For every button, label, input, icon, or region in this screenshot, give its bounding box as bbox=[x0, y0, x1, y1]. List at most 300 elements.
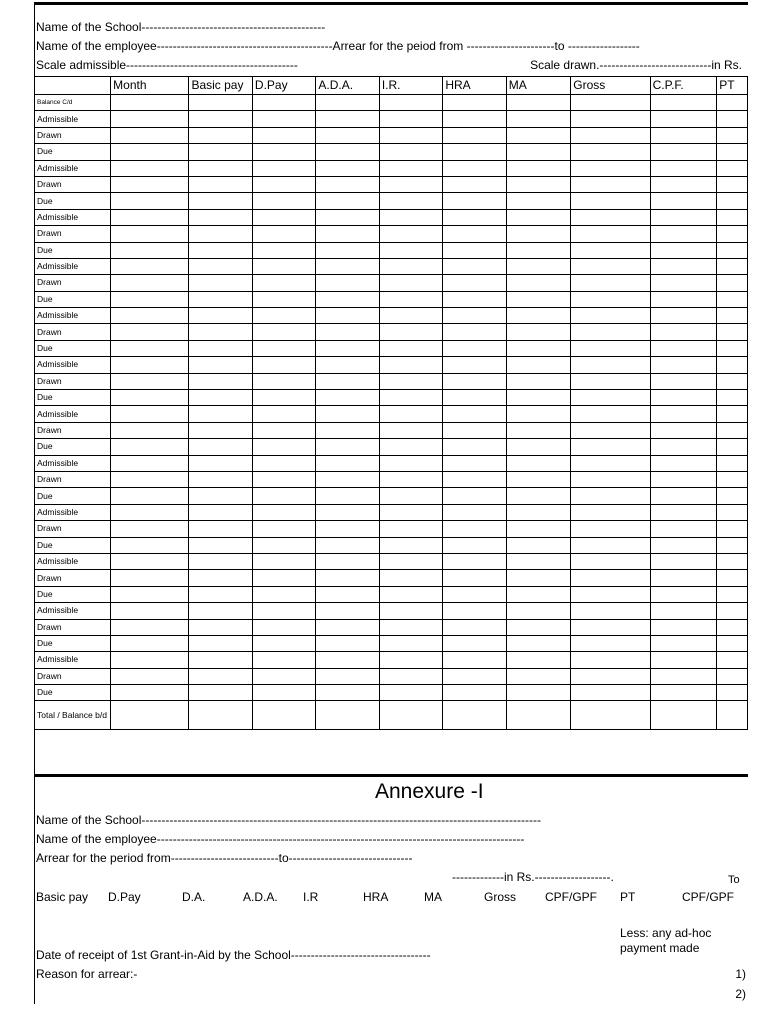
table-cell bbox=[379, 521, 442, 537]
table-cell bbox=[506, 275, 571, 291]
table-cell bbox=[650, 422, 717, 438]
table-cell bbox=[650, 586, 717, 602]
table-cell bbox=[379, 455, 442, 471]
table-row bbox=[35, 570, 748, 586]
table-cell bbox=[571, 455, 650, 471]
column-header: HRA bbox=[443, 77, 506, 95]
row-label: Drawn bbox=[35, 570, 111, 586]
table-cell bbox=[717, 176, 748, 192]
table-cell bbox=[571, 635, 650, 651]
table-cell bbox=[316, 668, 379, 684]
row-label: Drawn bbox=[35, 422, 111, 438]
annexure-col-ma: MA bbox=[424, 890, 442, 904]
table-cell bbox=[379, 701, 442, 730]
table-cell bbox=[443, 603, 506, 619]
table-row bbox=[35, 553, 748, 569]
table-cell bbox=[717, 357, 748, 373]
table-cell bbox=[316, 127, 379, 143]
table-cell bbox=[717, 406, 748, 422]
table-cell bbox=[717, 652, 748, 668]
annexure-period-line: Arrear for the period from---------------------------to------------------------------- bbox=[36, 851, 413, 865]
table-cell bbox=[443, 373, 506, 389]
table-cell bbox=[717, 258, 748, 274]
table-cell bbox=[506, 488, 571, 504]
table-cell bbox=[506, 111, 571, 127]
table-cell bbox=[252, 258, 315, 274]
table-cell bbox=[717, 390, 748, 406]
table-row bbox=[35, 308, 748, 324]
table-cell bbox=[379, 324, 442, 340]
table-cell bbox=[252, 586, 315, 602]
table-cell bbox=[571, 176, 650, 192]
table-cell bbox=[571, 685, 650, 701]
table-cell bbox=[379, 439, 442, 455]
table-row bbox=[35, 685, 748, 701]
table-cell bbox=[506, 340, 571, 356]
table-cell bbox=[316, 439, 379, 455]
table-row bbox=[35, 619, 748, 635]
table-cell bbox=[111, 176, 189, 192]
table-cell bbox=[571, 701, 650, 730]
table-cell bbox=[111, 160, 189, 176]
table-cell bbox=[189, 685, 252, 701]
table-cell bbox=[316, 685, 379, 701]
table-cell bbox=[506, 406, 571, 422]
table-cell bbox=[316, 455, 379, 471]
table-cell bbox=[571, 95, 650, 111]
table-cell bbox=[111, 422, 189, 438]
table-cell bbox=[111, 390, 189, 406]
table-cell bbox=[111, 537, 189, 553]
table-row bbox=[35, 176, 748, 192]
table-cell bbox=[506, 357, 571, 373]
annexure-in-rs-line: -------------in Rs.-------------------. bbox=[452, 870, 614, 884]
reason-item-1: 1) bbox=[735, 967, 746, 981]
row-label: Drawn bbox=[35, 619, 111, 635]
row-label: Due bbox=[35, 144, 111, 160]
table-row bbox=[35, 209, 748, 225]
table-cell bbox=[571, 193, 650, 209]
table-cell bbox=[650, 242, 717, 258]
table-cell bbox=[252, 537, 315, 553]
table-cell bbox=[650, 390, 717, 406]
table-cell bbox=[189, 603, 252, 619]
table-cell bbox=[443, 390, 506, 406]
table-cell bbox=[316, 373, 379, 389]
table-cell bbox=[189, 406, 252, 422]
table-cell bbox=[650, 488, 717, 504]
top-border bbox=[34, 2, 748, 5]
table-cell bbox=[506, 619, 571, 635]
table-cell bbox=[111, 357, 189, 373]
table-cell bbox=[506, 422, 571, 438]
table-cell bbox=[506, 504, 571, 520]
table-cell bbox=[379, 390, 442, 406]
column-header: MA bbox=[506, 77, 571, 95]
column-header: I.R. bbox=[379, 77, 442, 95]
table-cell bbox=[571, 504, 650, 520]
table-cell bbox=[189, 111, 252, 127]
annexure-col-cpf-gpf: CPF/GPF bbox=[545, 890, 598, 904]
table-cell bbox=[316, 308, 379, 324]
table-cell bbox=[571, 406, 650, 422]
table-cell bbox=[111, 95, 189, 111]
table-cell bbox=[252, 127, 315, 143]
table-cell bbox=[571, 160, 650, 176]
table-cell bbox=[717, 619, 748, 635]
section-separator bbox=[34, 774, 748, 777]
table-cell bbox=[506, 176, 571, 192]
table-cell bbox=[717, 455, 748, 471]
table-cell bbox=[252, 553, 315, 569]
table-cell bbox=[379, 111, 442, 127]
table-cell bbox=[111, 308, 189, 324]
table-cell bbox=[571, 619, 650, 635]
table-cell bbox=[316, 471, 379, 487]
table-cell bbox=[252, 95, 315, 111]
row-label: Due bbox=[35, 685, 111, 701]
table-cell bbox=[717, 537, 748, 553]
table-cell bbox=[379, 275, 442, 291]
table-cell bbox=[379, 553, 442, 569]
table-cell bbox=[506, 586, 571, 602]
table-cell bbox=[111, 144, 189, 160]
table-cell bbox=[316, 406, 379, 422]
table-cell bbox=[650, 340, 717, 356]
table-cell bbox=[252, 226, 315, 242]
table-cell bbox=[252, 635, 315, 651]
table-cell bbox=[571, 275, 650, 291]
table-cell bbox=[717, 340, 748, 356]
table-cell bbox=[252, 275, 315, 291]
annexure-to-label: To bbox=[728, 874, 740, 886]
table-cell bbox=[252, 603, 315, 619]
row-label: Total / Balance b/d bbox=[35, 701, 111, 730]
table-cell bbox=[506, 144, 571, 160]
table-cell bbox=[571, 652, 650, 668]
table-cell bbox=[717, 291, 748, 307]
table-cell bbox=[379, 668, 442, 684]
table-cell bbox=[316, 242, 379, 258]
table-cell bbox=[189, 701, 252, 730]
annexure-col-dpay: D.Pay bbox=[108, 890, 141, 904]
table-cell bbox=[717, 160, 748, 176]
annexure-col-hra: HRA bbox=[363, 890, 389, 904]
row-label: Admissible bbox=[35, 455, 111, 471]
row-label: Admissible bbox=[35, 357, 111, 373]
table-cell bbox=[316, 390, 379, 406]
table-cell bbox=[189, 504, 252, 520]
table-cell bbox=[443, 324, 506, 340]
table-cell bbox=[650, 570, 717, 586]
table-cell bbox=[111, 406, 189, 422]
table-cell bbox=[650, 226, 717, 242]
table-cell bbox=[650, 685, 717, 701]
table-cell bbox=[506, 455, 571, 471]
table-cell bbox=[717, 95, 748, 111]
arrear-table bbox=[34, 76, 748, 730]
table-cell bbox=[379, 242, 442, 258]
row-label: Admissible bbox=[35, 553, 111, 569]
table-row bbox=[35, 144, 748, 160]
table-cell bbox=[717, 701, 748, 730]
table-cell bbox=[111, 373, 189, 389]
row-label: Due bbox=[35, 586, 111, 602]
table-cell bbox=[379, 308, 442, 324]
row-label: Admissible bbox=[35, 209, 111, 225]
row-label: Due bbox=[35, 193, 111, 209]
table-cell bbox=[650, 439, 717, 455]
table-cell bbox=[252, 242, 315, 258]
table-cell bbox=[316, 111, 379, 127]
table-cell bbox=[571, 324, 650, 340]
table-cell bbox=[316, 652, 379, 668]
table-cell bbox=[717, 439, 748, 455]
table-row bbox=[35, 652, 748, 668]
table-cell bbox=[443, 422, 506, 438]
table-header-row bbox=[35, 77, 748, 95]
table-cell bbox=[443, 537, 506, 553]
table-cell bbox=[189, 95, 252, 111]
annexure-col-pt: PT bbox=[620, 890, 636, 904]
table-cell bbox=[189, 390, 252, 406]
table-cell bbox=[443, 570, 506, 586]
column-header: C.P.F. bbox=[650, 77, 717, 95]
table-cell bbox=[316, 144, 379, 160]
table-cell bbox=[379, 291, 442, 307]
total-balance-row bbox=[35, 701, 748, 730]
row-label: Balance C/d bbox=[35, 95, 111, 111]
row-label: Drawn bbox=[35, 324, 111, 340]
table-cell bbox=[189, 471, 252, 487]
table-cell bbox=[506, 603, 571, 619]
row-label: Admissible bbox=[35, 652, 111, 668]
table-cell bbox=[506, 373, 571, 389]
table-cell bbox=[717, 144, 748, 160]
table-cell bbox=[111, 324, 189, 340]
table-cell bbox=[189, 586, 252, 602]
table-cell bbox=[506, 570, 571, 586]
table-row bbox=[35, 586, 748, 602]
table-row bbox=[35, 422, 748, 438]
table-row bbox=[35, 111, 748, 127]
table-cell bbox=[650, 455, 717, 471]
annexure-school-line: Name of the School---------------------------------------------------------------------------------------------------- bbox=[36, 813, 542, 827]
table-cell bbox=[189, 455, 252, 471]
table-cell bbox=[571, 242, 650, 258]
table-cell bbox=[506, 324, 571, 340]
table-row bbox=[35, 488, 748, 504]
table-cell bbox=[379, 209, 442, 225]
table-cell bbox=[379, 95, 442, 111]
table-cell bbox=[252, 291, 315, 307]
table-cell bbox=[316, 553, 379, 569]
table-cell bbox=[443, 176, 506, 192]
row-label: Drawn bbox=[35, 275, 111, 291]
table-cell bbox=[650, 373, 717, 389]
table-cell bbox=[571, 291, 650, 307]
table-row bbox=[35, 324, 748, 340]
table-cell bbox=[571, 390, 650, 406]
table-cell bbox=[252, 471, 315, 487]
table-cell bbox=[316, 95, 379, 111]
table-cell bbox=[443, 160, 506, 176]
table-cell bbox=[717, 504, 748, 520]
table-cell bbox=[189, 488, 252, 504]
table-cell bbox=[189, 176, 252, 192]
table-cell bbox=[443, 127, 506, 143]
table-cell bbox=[111, 504, 189, 520]
table-cell bbox=[717, 668, 748, 684]
table-cell bbox=[111, 701, 189, 730]
table-cell bbox=[252, 521, 315, 537]
table-cell bbox=[506, 390, 571, 406]
table-cell bbox=[650, 553, 717, 569]
table-cell bbox=[379, 226, 442, 242]
table-cell bbox=[111, 619, 189, 635]
table-cell bbox=[252, 455, 315, 471]
table-cell bbox=[717, 422, 748, 438]
row-label: Drawn bbox=[35, 176, 111, 192]
row-label: Admissible bbox=[35, 111, 111, 127]
column-header: PT bbox=[717, 77, 748, 95]
annexure-col-ada: A.D.A. bbox=[243, 890, 278, 904]
table-cell bbox=[650, 537, 717, 553]
table-cell bbox=[252, 668, 315, 684]
table-cell bbox=[189, 422, 252, 438]
row-label: Drawn bbox=[35, 668, 111, 684]
table-cell bbox=[379, 127, 442, 143]
table-cell bbox=[111, 586, 189, 602]
table-row bbox=[35, 226, 748, 242]
table-cell bbox=[252, 406, 315, 422]
table-cell bbox=[506, 160, 571, 176]
table-cell bbox=[111, 340, 189, 356]
table-cell bbox=[717, 373, 748, 389]
table-cell bbox=[252, 488, 315, 504]
row-label: Admissible bbox=[35, 603, 111, 619]
table-cell bbox=[189, 635, 252, 651]
table-cell bbox=[252, 111, 315, 127]
table-cell bbox=[506, 193, 571, 209]
table-cell bbox=[443, 258, 506, 274]
table-cell bbox=[252, 685, 315, 701]
table-cell bbox=[316, 701, 379, 730]
table-cell bbox=[379, 635, 442, 651]
table-cell bbox=[717, 635, 748, 651]
table-cell bbox=[316, 176, 379, 192]
table-cell bbox=[571, 308, 650, 324]
table-cell bbox=[650, 652, 717, 668]
row-label: Due bbox=[35, 488, 111, 504]
table-row bbox=[35, 291, 748, 307]
table-cell bbox=[571, 570, 650, 586]
table-cell bbox=[379, 160, 442, 176]
table-cell bbox=[717, 242, 748, 258]
reason-item-2: 2) bbox=[735, 987, 746, 1001]
table-cell bbox=[650, 308, 717, 324]
table-cell bbox=[650, 176, 717, 192]
table-cell bbox=[717, 488, 748, 504]
table-cell bbox=[443, 209, 506, 225]
table-cell bbox=[252, 373, 315, 389]
table-cell bbox=[189, 521, 252, 537]
table-cell bbox=[650, 160, 717, 176]
column-header: D.Pay bbox=[252, 77, 315, 95]
table-row bbox=[35, 406, 748, 422]
table-cell bbox=[650, 111, 717, 127]
table-cell bbox=[316, 488, 379, 504]
table-cell bbox=[189, 275, 252, 291]
annexure-col-gross: Gross bbox=[484, 890, 517, 904]
table-cell bbox=[252, 570, 315, 586]
table-cell bbox=[650, 504, 717, 520]
table-cell bbox=[379, 258, 442, 274]
table-cell bbox=[379, 586, 442, 602]
scale-admissible-line: Scale admissible------------------------------------------- bbox=[36, 58, 298, 72]
table-cell bbox=[111, 603, 189, 619]
row-label: Admissible bbox=[35, 258, 111, 274]
arrear-table-body bbox=[35, 77, 748, 730]
table-row bbox=[35, 439, 748, 455]
scale-drawn-line: Scale drawn.----------------------------in Rs. bbox=[530, 58, 742, 72]
table-cell bbox=[443, 586, 506, 602]
table-cell bbox=[650, 144, 717, 160]
table-cell bbox=[189, 373, 252, 389]
table-cell bbox=[506, 291, 571, 307]
table-cell bbox=[111, 570, 189, 586]
table-cell bbox=[443, 521, 506, 537]
table-row bbox=[35, 390, 748, 406]
table-cell bbox=[506, 127, 571, 143]
table-row bbox=[35, 160, 748, 176]
table-cell bbox=[443, 242, 506, 258]
table-cell bbox=[316, 340, 379, 356]
table-cell bbox=[316, 603, 379, 619]
table-cell bbox=[506, 242, 571, 258]
table-cell bbox=[443, 439, 506, 455]
table-cell bbox=[111, 439, 189, 455]
table-cell bbox=[506, 537, 571, 553]
table-cell bbox=[252, 619, 315, 635]
table-cell bbox=[571, 226, 650, 242]
table-cell bbox=[252, 701, 315, 730]
table-row bbox=[35, 193, 748, 209]
table-cell bbox=[443, 275, 506, 291]
table-cell bbox=[189, 209, 252, 225]
table-row bbox=[35, 373, 748, 389]
table-cell bbox=[111, 258, 189, 274]
table-cell bbox=[443, 652, 506, 668]
table-cell bbox=[189, 144, 252, 160]
table-cell bbox=[506, 652, 571, 668]
table-cell bbox=[443, 455, 506, 471]
table-cell bbox=[717, 127, 748, 143]
row-label: Due bbox=[35, 537, 111, 553]
annexure-col-da: D.A. bbox=[182, 890, 206, 904]
table-cell bbox=[379, 406, 442, 422]
less-adhoc-note: Less: any ad-hoc payment made bbox=[620, 926, 712, 955]
column-header: Gross bbox=[571, 77, 650, 95]
table-cell bbox=[379, 603, 442, 619]
table-row bbox=[35, 668, 748, 684]
table-row bbox=[35, 275, 748, 291]
table-cell bbox=[316, 422, 379, 438]
table-cell bbox=[316, 275, 379, 291]
table-cell bbox=[316, 504, 379, 520]
table-cell bbox=[506, 209, 571, 225]
table-cell bbox=[717, 553, 748, 569]
